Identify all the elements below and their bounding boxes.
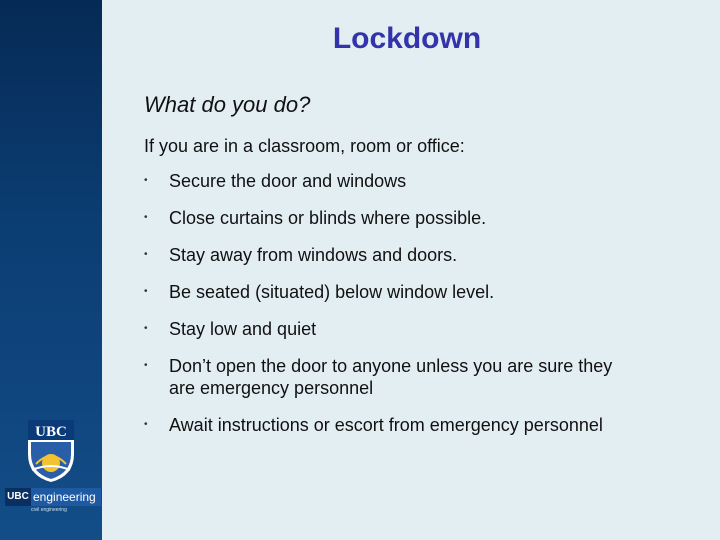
bullet-item — [144, 244, 704, 266]
bullet-item — [144, 318, 704, 340]
slide-intro: If you are in a classroom, room or office: — [144, 136, 465, 156]
ubc-crest-text: UBC — [35, 424, 67, 440]
bullet-text: Stay low and quiet — [169, 319, 317, 339]
bullet-list — [144, 170, 704, 451]
bullet-icon: • — [144, 249, 148, 260]
bullet-icon: • — [144, 323, 148, 334]
ubc-crest-logo — [26, 418, 76, 484]
bullet-item — [144, 355, 704, 399]
engineering-ubc-mark: UBC — [5, 488, 31, 506]
engineering-wordmark: engineering — [31, 488, 101, 506]
bullet-icon: • — [144, 212, 148, 223]
bullet-text-line-1: Don’t open the door to anyone unless you are sure they — [169, 356, 613, 376]
bullet-text: Close curtains or blinds where possible. — [169, 208, 487, 228]
bullet-item — [144, 281, 704, 303]
bullet-text: Be seated (situated) below window level. — [169, 282, 495, 302]
bullet-text: Stay away from windows and doors. — [169, 245, 458, 265]
bullet-item — [144, 170, 704, 192]
slide-title: Lockdown — [332, 22, 482, 55]
left-sidebar — [0, 0, 102, 540]
bullet-text: Await instructions or escort from emergency personnel — [169, 415, 603, 435]
bullet-icon: • — [144, 419, 148, 430]
bullet-item — [144, 207, 704, 229]
engineering-subtitle: civil engineering — [31, 507, 67, 513]
bullet-text-line-2: are emergency personnel — [169, 378, 374, 398]
bullet-text: Secure the door and windows — [169, 171, 407, 191]
bullet-item — [144, 414, 704, 436]
bullet-icon: • — [144, 175, 148, 186]
bullet-icon: • — [144, 360, 148, 371]
slide-subtitle: What do you do? — [144, 92, 311, 117]
bullet-icon: • — [144, 286, 148, 297]
ubc-engineering-logo — [5, 488, 101, 518]
